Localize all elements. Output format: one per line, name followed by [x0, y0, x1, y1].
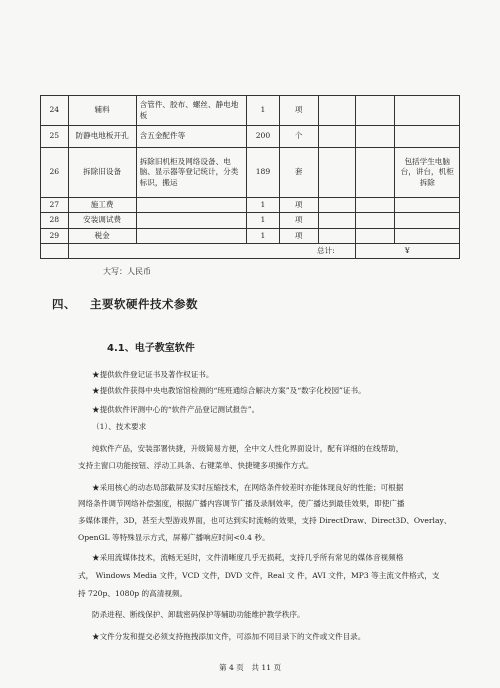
item-description: 含五金配件等 [136, 126, 247, 148]
item-unit: 项 [279, 96, 318, 126]
item-quantity: 1 [247, 228, 280, 243]
paragraph-line: 持 720p、1080p 的高清视频。 [78, 589, 188, 598]
item-name: 防静电地板开孔 [68, 126, 136, 148]
item-description [136, 213, 247, 228]
item-unit: 套 [279, 148, 318, 198]
row-number: 27 [41, 198, 69, 213]
table-row [41, 213, 460, 228]
unit-price-cell [318, 96, 355, 126]
paragraph-line: ★提供软件登记证书及著作权证书。 [92, 370, 214, 379]
table-row [41, 198, 460, 213]
item-unit: 项 [279, 213, 318, 228]
table-row [41, 148, 460, 198]
paragraph-line: ★提供软件获得中央电教馆馆检测的“班班通综合解决方案”及“数字化校园”证书。 [92, 386, 366, 395]
row-number: 28 [41, 213, 69, 228]
total-price-cell [355, 198, 395, 213]
unit-price-cell [318, 148, 355, 198]
page-footer: 第 4 页 共 11 页 [218, 663, 282, 672]
table-row [41, 96, 460, 126]
item-unit: 项 [279, 228, 318, 243]
paragraph-line: （1）、技术要求 [92, 422, 147, 431]
row-number: 29 [41, 228, 69, 243]
section-title: 主要软硬件技术参数 [90, 297, 198, 311]
item-remark: 包括学生电脑台，讲台，机柜拆除 [395, 148, 460, 198]
item-remark [395, 198, 460, 213]
item-name: 税金 [68, 228, 136, 243]
item-remark [395, 126, 460, 148]
paragraph-line: ★提供软件评测中心的“软件产品登记测试报告”。 [92, 405, 260, 414]
total-price-cell [355, 213, 395, 228]
total-symbol: ¥ [355, 243, 459, 258]
total-label: 总计: [68, 243, 355, 258]
item-quantity: 1 [247, 96, 280, 126]
paragraph-line: OpenGL 等特殊显示方式，屏幕广播响应时间<0.4 秒。 [78, 533, 270, 542]
item-name: 安装调试费 [68, 213, 136, 228]
unit-price-cell [318, 198, 355, 213]
item-unit: 项 [279, 198, 318, 213]
item-description: 拆除旧机柜及网络设备、电脑、显示器等登记统计，分类标识，搬运 [136, 148, 247, 198]
total-price-cell [355, 126, 395, 148]
row-number: 26 [41, 148, 69, 198]
item-name: 施工费 [68, 198, 136, 213]
paragraph-line: ★采用核心的动态局部截屏及实时压缩技术，在网络条件较差时亦能体现良好的性能；可根据 [92, 483, 404, 492]
item-description [136, 228, 247, 243]
paragraph-line: 防杀进程、断线保护、卸载密码保护等辅助功能维护教学秩序。 [92, 610, 305, 619]
item-description: 含管件、胶布、螺丝、静电地板 [136, 96, 247, 126]
paragraph-line: 纯软件产品，安装部署快捷，升级简易方便，全中文人性化界面设计，配有详细的在线帮助， [92, 444, 404, 453]
paragraph-line: 网络条件调节网络补偿强度，根据广播内容调节广播及录制效率，使广播达到最佳效果，即使广播 [78, 499, 405, 508]
total-price-cell [355, 228, 395, 243]
row-number: 25 [41, 126, 69, 148]
item-quantity: 1 [247, 198, 280, 213]
paragraph-line: ★采用流媒体技术，流畅无延时，文件清晰度几乎无损耗，支持几乎所有常见的媒体音视频格 [92, 553, 404, 562]
total-price-cell [355, 148, 395, 198]
section-number: 四、 [52, 297, 76, 311]
item-quantity: 189 [247, 148, 280, 198]
paragraph-line: 多媒体课件，3D，甚至大型游戏界面，也可达到实时流畅的效果，支持 DirectDraw、Direct3D、Overlay、 [78, 516, 452, 525]
item-remark [395, 213, 460, 228]
total-row [41, 243, 460, 258]
paragraph-line: 式， Windows Media 文件，VCD 文件，DVD 文件，Real 文 件，AVI 文件，MP3 等主流文件格式，支 [78, 571, 440, 580]
item-remark [395, 96, 460, 126]
paragraph-line: ★文件分发和提交必须支持拖拽添加文件，可添加不同目录下的文件或文件目录。 [92, 632, 366, 641]
item-name: 辅料 [68, 96, 136, 126]
item-quantity: 1 [247, 213, 280, 228]
subsection-heading: 4.1、电子教室软件 [107, 343, 195, 354]
currency-note: 大写：人民币 [103, 267, 151, 276]
item-name: 拆除旧设备 [68, 148, 136, 198]
table-row [41, 228, 460, 243]
unit-price-cell [318, 213, 355, 228]
item-unit: 个 [279, 126, 318, 148]
unit-price-cell [318, 228, 355, 243]
total-price-cell [355, 96, 395, 126]
unit-price-cell [318, 126, 355, 148]
section-heading [52, 296, 198, 312]
item-remark [395, 228, 460, 243]
paragraph-line: 支持主窗口功能按钮、浮动工具条、右键菜单、快捷键多项操作方式。 [78, 461, 314, 470]
row-number: 24 [41, 96, 69, 126]
item-quantity: 200 [247, 126, 280, 148]
price-table [40, 95, 460, 259]
item-description [136, 198, 247, 213]
table-row [41, 126, 460, 148]
